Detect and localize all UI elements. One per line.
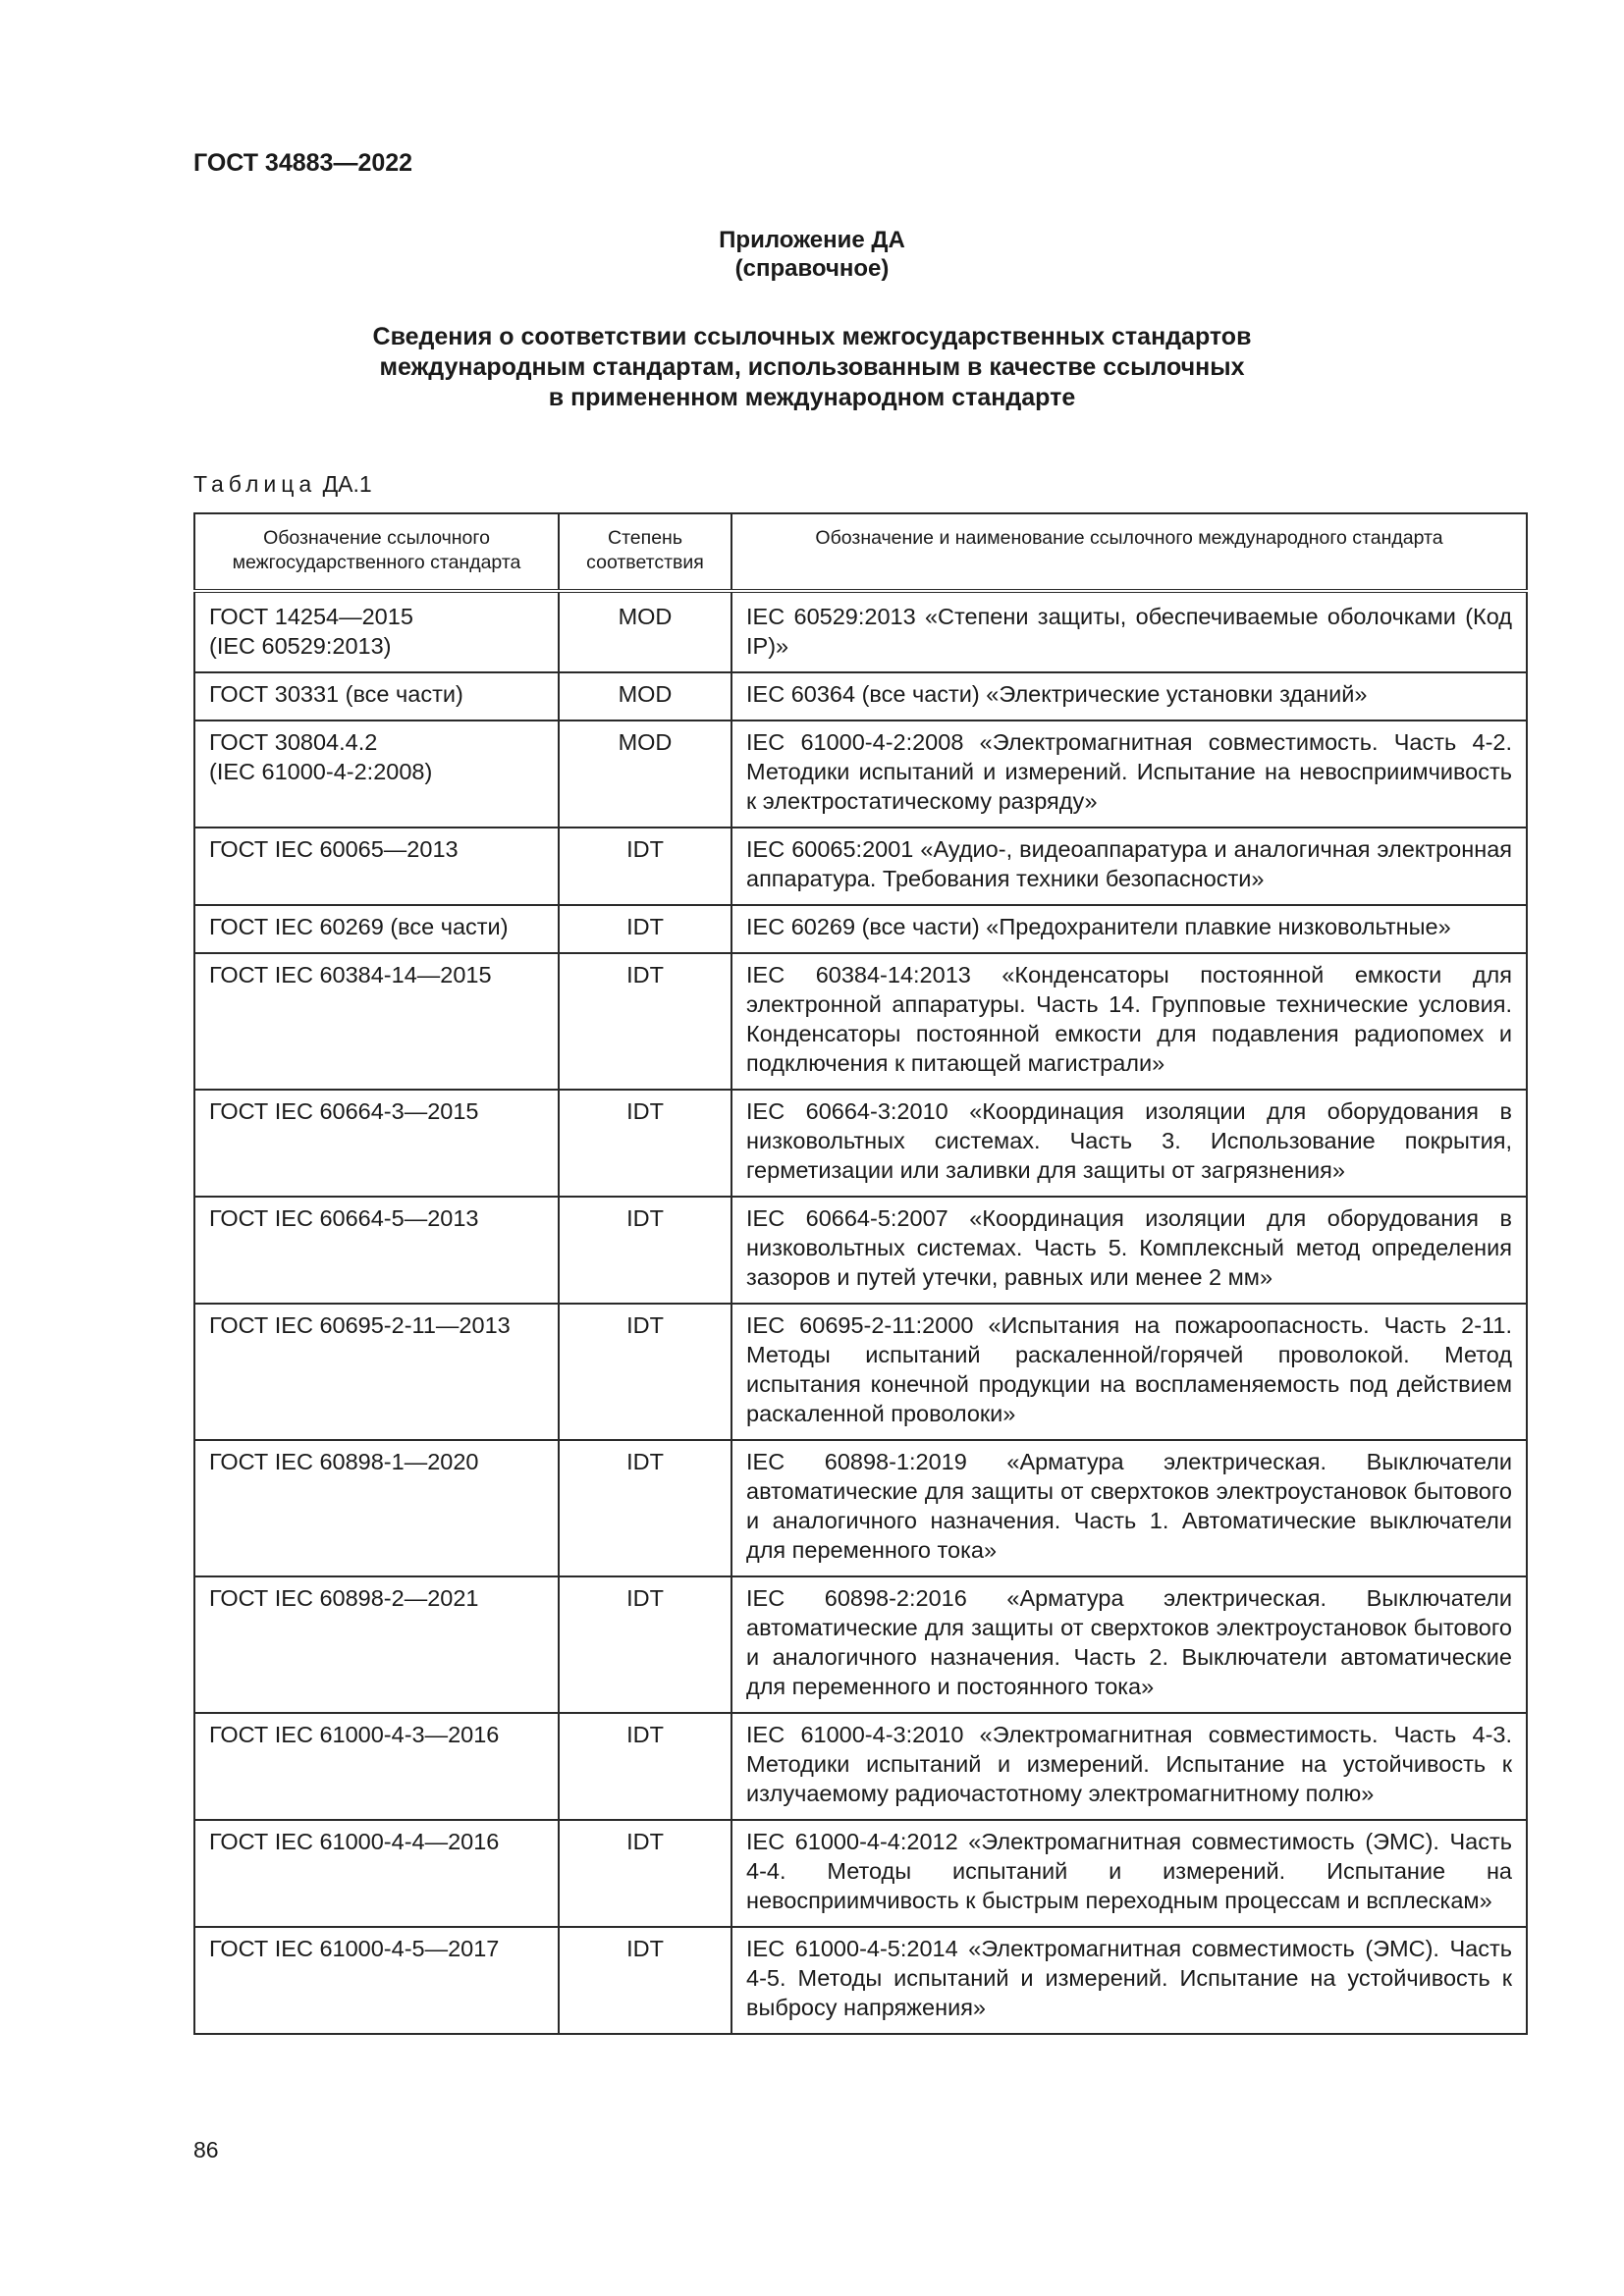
degree-cell: MOD — [559, 591, 731, 672]
page-number: 86 — [193, 2137, 219, 2163]
appendix-heading — [0, 226, 1624, 283]
gost-designation-cell — [194, 672, 559, 721]
gost-designation: ГОСТ IEC 60384-14—2015 — [209, 962, 492, 988]
gost-designation-cell — [194, 953, 559, 1090]
gost-designation-cell — [194, 905, 559, 953]
table-label-word: Таблица — [193, 471, 317, 497]
international-standard-cell: IEC 61000-4-4:2012 «Электромагнитная совместимость (ЭМС). Часть 4-4. Методы испытаний и измерений. Испытание на невосприимчивость к быстрым переходным процессам и всплескам» — [731, 1820, 1527, 1927]
international-standard-cell: IEC 60364 (все части) «Электрические установки зданий» — [731, 672, 1527, 721]
international-standard-cell: IEC 61000-4-2:2008 «Электромагнитная совместимость. Часть 4-2. Методики испытаний и измерений. Испытание на невосприимчивость к электростатическому разряду» — [731, 721, 1527, 828]
gost-designation: ГОСТ IEC 61000-4-4—2016 — [209, 1829, 500, 1854]
appendix-type: (справочное) — [734, 255, 890, 282]
document-code: ГОСТ 34883—2022 — [193, 149, 413, 177]
table-row — [194, 1927, 1527, 2034]
degree-cell: MOD — [559, 721, 731, 828]
table-row — [194, 905, 1527, 953]
header-international-standard: Обозначение и наименование ссылочного международного стандарта — [731, 513, 1527, 591]
degree-cell: IDT — [559, 1576, 731, 1713]
gost-international-equivalent: (IEC 60529:2013) — [209, 633, 392, 659]
international-standard-cell: IEC 60695-2-11:2000 «Испытания на пожароопасность. Часть 2-11. Методы испытаний раскаленной/горячей проволокой. Метод испытания конечной продукции на воспламеняемость под действием раскаленной проволоки» — [731, 1304, 1527, 1440]
international-standard-cell: IEC 60269 (все части) «Предохранители плавкие низковольтные» — [731, 905, 1527, 953]
international-standard-cell: IEC 60529:2013 «Степени защиты, обеспечиваемые оболочками (Код IP)» — [731, 591, 1527, 672]
international-standard-cell: IEC 60384-14:2013 «Конденсаторы постоянной емкости для электронной аппаратуры. Часть 14. Групповые технические условия. Конденсаторы постоянной емкости для подавления радиопомех и подключения к питающей магистрали» — [731, 953, 1527, 1090]
header-degree: Степень соответствия — [559, 513, 731, 591]
title-line: Сведения о соответствии ссылочных межгосударственных стандартов — [372, 323, 1252, 350]
international-standard-cell: IEC 60898-1:2019 «Арматура электрическая. Выключатели автоматические для защиты от сверхтоков электроустановок бытового и аналогичного назначения. Часть 1. Автоматические выключатели для переменного тока» — [731, 1440, 1527, 1576]
gost-designation: ГОСТ IEC 60898-2—2021 — [209, 1585, 479, 1611]
gost-designation: ГОСТ IEC 60065—2013 — [209, 836, 459, 862]
international-standard-cell: IEC 60898-2:2016 «Арматура электрическая. Выключатели автоматические для защиты от сверхтоков электроустановок бытового и аналогичного назначения. Часть 2. Выключатели автоматические для переменного и постоянного тока» — [731, 1576, 1527, 1713]
gost-designation-cell — [194, 1713, 559, 1820]
gost-designation-cell — [194, 1440, 559, 1576]
gost-designation-cell — [194, 591, 559, 672]
appendix-title: Приложение ДА — [719, 227, 905, 253]
degree-cell: IDT — [559, 1820, 731, 1927]
gost-designation-cell — [194, 1304, 559, 1440]
table-row — [194, 1820, 1527, 1927]
gost-international-equivalent: (IEC 61000-4-2:2008) — [209, 759, 433, 784]
degree-cell: IDT — [559, 1197, 731, 1304]
table-row — [194, 1576, 1527, 1713]
gost-designation: ГОСТ IEC 60664-5—2013 — [209, 1205, 479, 1231]
header-gost-designation: Обозначение ссылочного межгосударственного стандарта — [194, 513, 559, 591]
gost-designation: ГОСТ IEC 61000-4-5—2017 — [209, 1936, 500, 1961]
degree-cell: IDT — [559, 828, 731, 905]
gost-designation: ГОСТ IEC 61000-4-3—2016 — [209, 1722, 500, 1747]
degree-cell: IDT — [559, 1304, 731, 1440]
gost-designation: ГОСТ IEC 60664-3—2015 — [209, 1098, 479, 1124]
international-standard-cell: IEC 60664-5:2007 «Координация изоляции для оборудования в низковольтных системах. Часть 5. Комплексный метод определения зазоров и путей утечки, равных или менее 2 мм» — [731, 1197, 1527, 1304]
gost-designation: ГОСТ IEC 60269 (все части) — [209, 914, 509, 939]
international-standard-cell: IEC 61000-4-5:2014 «Электромагнитная совместимость (ЭМС). Часть 4-5. Методы испытаний и измерений. Испытание на устойчивость к выбросу напряжения» — [731, 1927, 1527, 2034]
table-row — [194, 1440, 1527, 1576]
international-standard-cell: IEC 61000-4-3:2010 «Электромагнитная совместимость. Часть 4-3. Методики испытаний и измерений. Испытание на устойчивость к излучаемому радиочастотному электромагнитному полю» — [731, 1713, 1527, 1820]
degree-cell: IDT — [559, 953, 731, 1090]
degree-cell: IDT — [559, 1440, 731, 1576]
table-label — [193, 471, 372, 498]
degree-cell: IDT — [559, 1090, 731, 1197]
gost-designation: ГОСТ 30331 (все части) — [209, 681, 463, 707]
title-line: международным стандартам, использованным в качестве ссылочных — [379, 353, 1245, 381]
table-row — [194, 1197, 1527, 1304]
degree-cell: MOD — [559, 672, 731, 721]
table-row — [194, 721, 1527, 828]
gost-designation-cell — [194, 1820, 559, 1927]
international-standard-cell: IEC 60065:2001 «Аудио-, видеоаппаратура и аналогичная электронная аппаратура. Требования техники безопасности» — [731, 828, 1527, 905]
gost-designation: ГОСТ 30804.4.2 — [209, 729, 378, 755]
table-row — [194, 672, 1527, 721]
gost-designation: ГОСТ 14254—2015 — [209, 604, 413, 629]
degree-cell: IDT — [559, 905, 731, 953]
table-row — [194, 1713, 1527, 1820]
table-row — [194, 1090, 1527, 1197]
correspondence-table — [193, 512, 1528, 2035]
degree-cell: IDT — [559, 1927, 731, 2034]
appendix-subject-title — [0, 322, 1624, 413]
gost-designation: ГОСТ IEC 60695-2-11—2013 — [209, 1312, 511, 1338]
degree-cell: IDT — [559, 1713, 731, 1820]
table-label-number: ДА.1 — [322, 471, 372, 497]
table-row — [194, 953, 1527, 1090]
table-row — [194, 828, 1527, 905]
gost-designation-cell — [194, 1090, 559, 1197]
title-line: в примененном международном стандарте — [548, 384, 1076, 411]
gost-designation-cell — [194, 828, 559, 905]
gost-designation-cell — [194, 1927, 559, 2034]
gost-designation-cell — [194, 1576, 559, 1713]
gost-designation-cell — [194, 1197, 559, 1304]
table-row — [194, 591, 1527, 672]
international-standard-cell: IEC 60664-3:2010 «Координация изоляции для оборудования в низковольтных системах. Часть 3. Использование покрытия, герметизации или заливки для защиты от загрязнения» — [731, 1090, 1527, 1197]
table-header-row — [194, 513, 1527, 591]
gost-designation-cell — [194, 721, 559, 828]
table-row — [194, 1304, 1527, 1440]
gost-designation: ГОСТ IEC 60898-1—2020 — [209, 1449, 479, 1474]
